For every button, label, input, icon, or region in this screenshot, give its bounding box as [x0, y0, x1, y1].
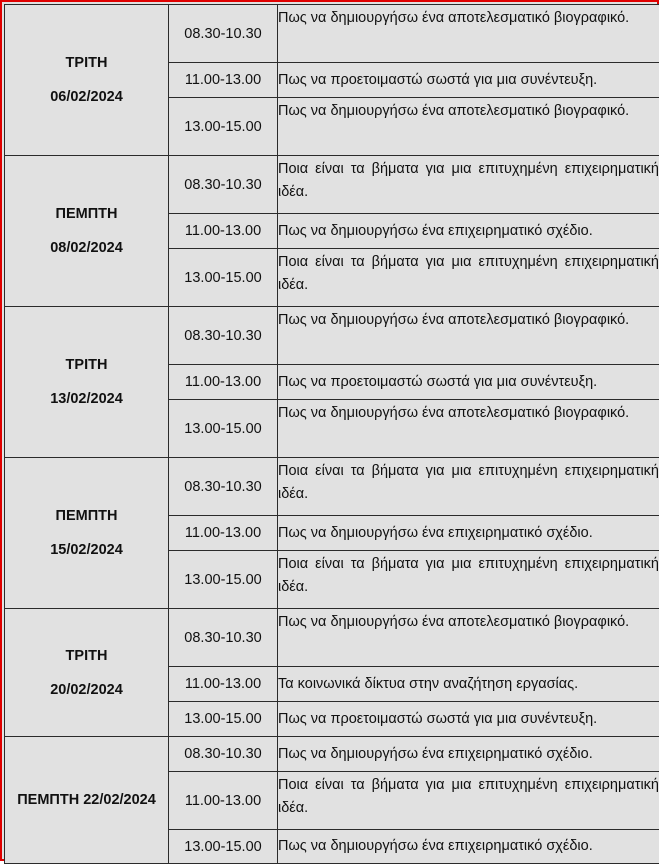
session-topic: Ποια είναι τα βήματα για μια επιτυχημένη επιχειρηματική ιδέα. [278, 458, 659, 516]
time-slot: 11.00-13.00 [169, 214, 278, 249]
time-slot: 11.00-13.00 [169, 365, 278, 400]
schedule-table [4, 4, 659, 864]
session-topic: Πως να δημιουργήσω ένα αποτελεσματικό βιογραφικό. [278, 5, 659, 63]
time-slot: 13.00-15.00 [169, 400, 278, 458]
table-row [5, 458, 659, 516]
session-topic: Πως να δημιουργήσω ένα αποτελεσματικό βιογραφικό. [278, 98, 659, 156]
day-date: 08/02/2024 [5, 231, 168, 265]
time-slot: 11.00-13.00 [169, 516, 278, 551]
session-topic: Ποια είναι τα βήματα για μια επιτυχημένη επιχειρηματική ιδέα. [278, 772, 659, 830]
day-label: ΠΕΜΠΤΗ [5, 499, 168, 533]
time-slot: 13.00-15.00 [169, 249, 278, 307]
session-topic: Πως να δημιουργήσω ένα επιχειρηματικό σχέδιο. [278, 516, 659, 551]
day-date: 15/02/2024 [5, 533, 168, 567]
time-slot: 13.00-15.00 [169, 702, 278, 737]
session-topic: Τα κοινωνικά δίκτυα στην αναζήτηση εργασίας. [278, 667, 659, 702]
time-slot: 13.00-15.00 [169, 551, 278, 609]
time-slot: 11.00-13.00 [169, 63, 278, 98]
session-topic: Πως να δημιουργήσω ένα αποτελεσματικό βιογραφικό. [278, 307, 659, 365]
table-row [5, 737, 659, 772]
day-label: ΠΕΜΠΤΗ [5, 197, 168, 231]
table-row [5, 307, 659, 365]
time-slot: 08.30-10.30 [169, 737, 278, 772]
session-topic: Πως να δημιουργήσω ένα αποτελεσματικό βιογραφικό. [278, 609, 659, 667]
session-topic: Πως να προετοιμαστώ σωστά για μια συνέντευξη. [278, 63, 659, 98]
day-label: ΤΡΙΤΗ [5, 46, 168, 80]
session-topic: Πως να προετοιμαστώ σωστά για μια συνέντευξη. [278, 702, 659, 737]
table-row [5, 5, 659, 63]
time-slot: 13.00-15.00 [169, 830, 278, 864]
day-cell [5, 156, 169, 307]
time-slot: 13.00-15.00 [169, 98, 278, 156]
day-label: ΤΡΙΤΗ [5, 639, 168, 673]
session-topic: Ποια είναι τα βήματα για μια επιτυχημένη επιχειρηματική ιδέα. [278, 156, 659, 214]
time-slot: 08.30-10.30 [169, 156, 278, 214]
time-slot: 08.30-10.30 [169, 307, 278, 365]
time-slot: 08.30-10.30 [169, 5, 278, 63]
day-cell [5, 5, 169, 156]
session-topic: Ποια είναι τα βήματα για μια επιτυχημένη επιχειρηματική ιδέα. [278, 249, 659, 307]
day-cell [5, 609, 169, 737]
time-slot: 08.30-10.30 [169, 458, 278, 516]
session-topic: Πως να προετοιμαστώ σωστά για μια συνέντευξη. [278, 365, 659, 400]
session-topic: Πως να δημιουργήσω ένα επιχειρηματικό σχέδιο. [278, 737, 659, 772]
table-row [5, 609, 659, 667]
day-cell [5, 458, 169, 609]
day-cell [5, 307, 169, 458]
day-date: 06/02/2024 [5, 80, 168, 114]
day-label: ΤΡΙΤΗ [5, 348, 168, 382]
time-slot: 08.30-10.30 [169, 609, 278, 667]
day-date: 13/02/2024 [5, 382, 168, 416]
session-topic: Πως να δημιουργήσω ένα επιχειρηματικό σχέδιο. [278, 214, 659, 249]
day-label: ΠΕΜΠΤΗ 22/02/2024 [5, 790, 168, 810]
session-topic: Πως να δημιουργήσω ένα αποτελεσματικό βιογραφικό. [278, 400, 659, 458]
table-row [5, 156, 659, 214]
session-topic: Ποια είναι τα βήματα για μια επιτυχημένη επιχειρηματική ιδέα. [278, 551, 659, 609]
day-date: 20/02/2024 [5, 673, 168, 707]
session-topic: Πως να δημιουργήσω ένα επιχειρηματικό σχέδιο. [278, 830, 659, 864]
time-slot: 11.00-13.00 [169, 772, 278, 830]
time-slot: 11.00-13.00 [169, 667, 278, 702]
day-cell [5, 737, 169, 864]
